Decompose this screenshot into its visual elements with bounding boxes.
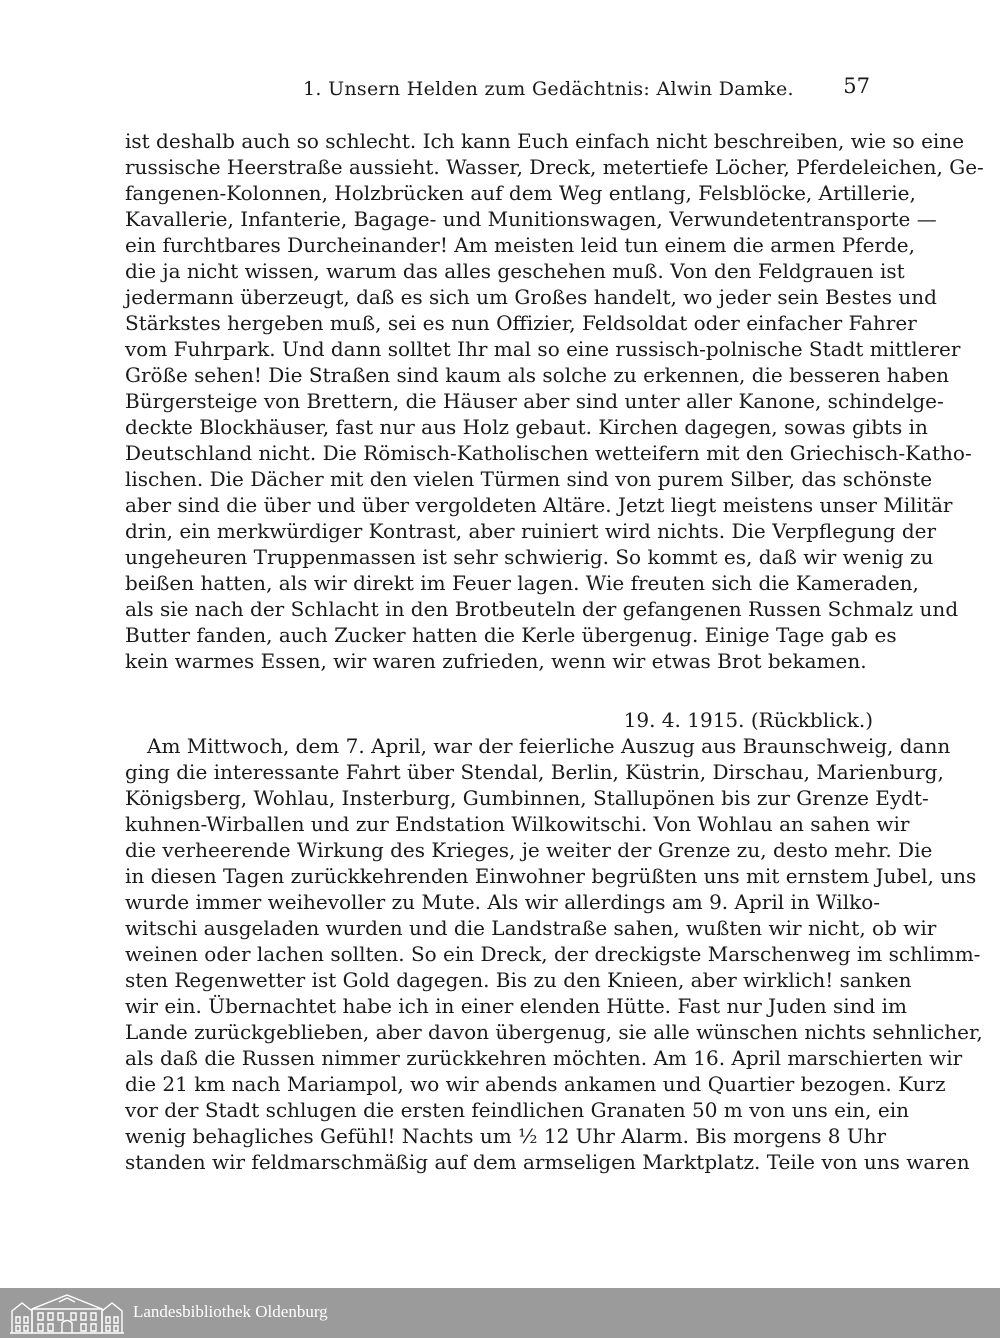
page-number: 57 xyxy=(843,74,870,98)
text-line: weinen oder lachen sollten. So ein Dreck, der dreckigste Marschenweg im schlimm- xyxy=(125,942,981,966)
text-line: kein warmes Essen, wir waren zufrieden, wenn wir etwas Brot bekamen. xyxy=(125,649,867,673)
library-name: Landesbibliothek Oldenburg xyxy=(133,1302,328,1321)
text-line: in diesen Tagen zurückkehrenden Einwohner begrüßten uns mit ernstem Jubel, uns xyxy=(125,864,977,888)
text-line: Butter fanden, auch Zucker hatten die Kerle übergenug. Einige Tage gab es xyxy=(125,623,897,647)
running-title: 1. Unsern Helden zum Gedächtnis: Alwin Damke. xyxy=(303,78,794,100)
text-line: Königsberg, Wohlau, Insterburg, Gumbinnen, Stallupönen bis zur Grenze Eydt- xyxy=(125,786,929,810)
text-line: Größe sehen! Die Straßen sind kaum als solche zu erkennen, die besseren haben xyxy=(125,363,950,387)
text-line: wenig behagliches Gefühl! Nachts um ½ 12 Uhr Alarm. Bis morgens 8 Uhr xyxy=(125,1124,887,1148)
paragraph-2 xyxy=(125,733,983,1175)
text-line: vom Fuhrpark. Und dann solltet Ihr mal so eine russisch-polnische Stadt mittlerer xyxy=(125,337,961,361)
text-line: ist deshalb auch so schlecht. Ich kann Euch einfach nicht beschreiben, wie so eine xyxy=(125,129,965,153)
text-line: wurde immer weihevoller zu Mute. Als wir allerdings am 9. April in Wilko- xyxy=(125,890,881,914)
text-line: Deutschland nicht. Die Römisch-Katholischen wetteifern mit den Griechisch-Katho- xyxy=(125,441,972,465)
text-line: die ja nicht wissen, warum das alles geschehen muß. Von den Feldgrauen ist xyxy=(125,259,905,283)
text-line: Kavallerie, Infanterie, Bagage- und Munitionswagen, Verwundetentransporte — xyxy=(125,207,937,231)
paragraph-1 xyxy=(125,128,984,674)
text-line: ungeheuren Truppenmassen ist sehr schwierig. So kommt es, daß wir wenig zu xyxy=(125,545,934,569)
library-building-icon xyxy=(8,1291,126,1335)
text-line: wir ein. Übernachtet habe ich in einer elenden Hütte. Fast nur Juden sind im xyxy=(125,994,908,1018)
text-line: fangenen-Kolonnen, Holzbrücken auf dem Weg entlang, Felsblöcke, Artillerie, xyxy=(125,181,916,205)
text-line: jedermann überzeugt, daß es sich um Großes handelt, wo jeder sein Bestes und xyxy=(125,285,937,309)
text-line: als daß die Russen nimmer zurückkehren möchten. Am 16. April marschierten wir xyxy=(125,1046,963,1070)
text-line: kuhnen-Wirballen und zur Endstation Wilkowitschi. Von Wohlau an sahen wir xyxy=(125,812,910,836)
text-line: aber sind die über und über vergoldeten Altäre. Jetzt liegt meistens unser Militär xyxy=(125,493,953,517)
footer-bar xyxy=(0,1288,1000,1338)
text-line: Lande zurückgeblieben, aber davon übergenug, sie alle wünschen nichts sehnlicher, xyxy=(125,1020,983,1044)
entry-date-heading: 19. 4. 1915. (Rückblick.) xyxy=(623,708,873,732)
text-line: drin, ein merkwürdiger Kontrast, aber ruiniert wird nichts. Die Verpflegung der xyxy=(125,519,937,543)
text-line: deckte Blockhäuser, fast nur aus Holz gebaut. Kirchen dagegen, sowas gibts in xyxy=(125,415,928,439)
text-line: ging die interessante Fahrt über Stendal, Berlin, Küstrin, Dirschau, Marienburg, xyxy=(125,760,944,784)
text-line: als sie nach der Schlacht in den Brotbeuteln der gefangenen Russen Schmalz und xyxy=(125,597,959,621)
text-line: standen wir feldmarschmäßig auf dem armseligen Marktplatz. Teile von uns waren xyxy=(125,1150,970,1174)
text-line: beißen hatten, als wir direkt im Feuer lagen. Wie freuten sich die Kameraden, xyxy=(125,571,919,595)
text-line: witschi ausgeladen wurden und die Landstraße sahen, wußten wir nicht, ob wir xyxy=(125,916,937,940)
text-line: russische Heerstraße aussieht. Wasser, Dreck, metertiefe Löcher, Pferdeleichen, Ge- xyxy=(125,155,984,179)
text-line: Bürgersteige von Brettern, die Häuser aber sind unter aller Kanone, schindelge- xyxy=(125,389,944,413)
text-line: sten Regenwetter ist Gold dagegen. Bis zu den Knieen, aber wirklich! sanken xyxy=(125,968,912,992)
text-line: die verheerende Wirkung des Krieges, je weiter der Grenze zu, desto mehr. Die xyxy=(125,838,933,862)
text-line: ein furchtbares Durcheinander! Am meisten leid tun einem die armen Pferde, xyxy=(125,233,915,257)
text-line: vor der Stadt schlugen die ersten feindlichen Granaten 50 m von uns ein, ein xyxy=(125,1098,910,1122)
text-line: Stärkstes hergeben muß, sei es nun Offizier, Feldsoldat oder einfacher Fahrer xyxy=(125,311,917,335)
text-line: Am Mittwoch, dem 7. April, war der feierliche Auszug aus Braunschweig, dann xyxy=(147,734,951,758)
text-line: die 21 km nach Mariampol, wo wir abends ankamen und Quartier bezogen. Kurz xyxy=(125,1072,946,1096)
text-line: lischen. Die Dächer mit den vielen Türmen sind von purem Silber, das schönste xyxy=(125,467,933,491)
running-head xyxy=(125,74,870,106)
